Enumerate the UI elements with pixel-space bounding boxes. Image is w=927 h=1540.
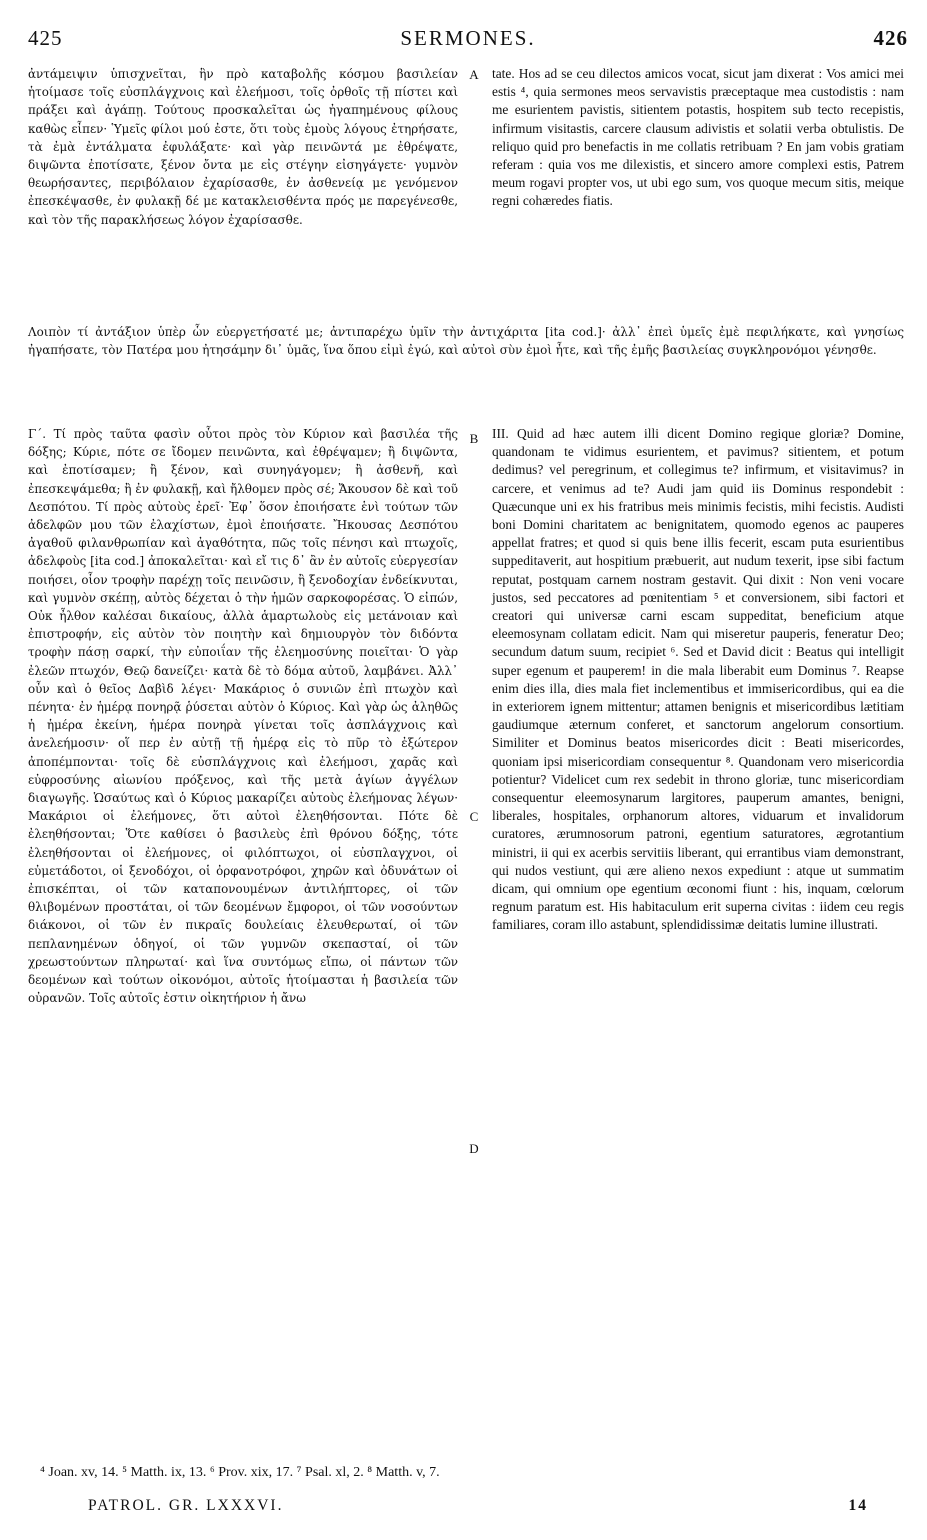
margin-marker-a: A xyxy=(469,67,479,82)
margin-marker-d: D xyxy=(469,1141,479,1156)
page-footer xyxy=(88,1497,868,1519)
latin-text-main: III. Quid ad hæc autem illi dicent Domino regique gloriæ? Domine, quandonam te vidimus esurientem, et pavimus? sitientem, et potum dedimus? vel peregrinum, et collegimus te? infirmum, et visitavimus? in carcere, et venimus ad te? Audi jam quid iis Dominus respondebit : Quæcunque uni ex his fratribus meis minimis fecistis, mihi fecistis. Audisti boni Domini charitatem ac benignitatem, quomodo egenos ac pauperes appellat fratres; et quod si quis bene illis fecerit, escam puta esurientibus suppeditaverit, aut hospitium præbuerit, aut nudum texerit, ipse sibi factum reputat, postquam carnem nostram gestavit. Qui dixit : Non veni vocare justos, sed peccatores ad pœnitentiam ⁵ et conversionem, sibi factori et creatori qui universæ carni escam suppeditat, beneficium atque eleemosynam collatam edicit. Nam qui miseretur pauperis, feneratur Deo; secundum datum suum, recipiet ⁶. Sed et David dicit : Beatus qui intelligit super egenum et pauperem! in die mala liberabit eum Dominus ⁷. Reapse enim dies illa, dies mala fiet inclementibus et immisericordibus, qui ea die in exteriorem ignem mittentur; attamen benignis et misericordibus lætitiam gaudiumque æternum conferet, et sanctorum angelorum consortium. Similiter et Dominus beatos misericordes dicit : Beati misericordes, quoniam ipsi misericordiam consequentur ⁸. Quandonam vero misericordia potientur? Videlicet cum rex sedebit in throno gloriæ, tunc misericordiam consequentur eleemosynarum largitores, pauperum amantes, benigni, liberales, hospitales, orphanorum altores, viduarum et invalidorum curatores, ærumnosorum patroni, egentium saturatores, ægrotantium ministri, ii qui ex acerbis servitiis liberant, qui errantibus viam demonstrant, qui nudos vestiunt, qui ære alieno nexos expediunt : atque ut summatim dicam, qui omnium ope egentium œconomi fiunt : his, inquam, cœlorum regnum paratum est. His habitaculum erit superna civitas : iidem ceu regis familiares, coram illo astabunt, splendidissimæ deitatis lumine illustrati. xyxy=(492,426,904,933)
page-number-right: 426 xyxy=(873,26,908,50)
greek-continuation-text: Λοιπὸν τί ἀντάξιον ὑπὲρ ὧν εὐεργετήσατέ με; ἀντιπαρέχω ὑμῖν τὴν ἀντιχάριτα [ita cod.]· ἀλλ᾽ ἐπεὶ ὑμεῖς ἐμὲ πεφιλήκατε, καὶ γνησίως ἠγαπήσατε, τὸν Πατέρα μου ἠτησάμην δι᾽ ὑμᾶς, ἵνα ὅπου εἰμὶ ἐγώ, καὶ αὐτοὶ σὺν ἐμοὶ ἦτε, καὶ τῆς ἐμῆς βασιλείας συγκληρονόμοι γένησθε. xyxy=(28,325,904,358)
latin-text-top: tate. Hos ad se ceu dilectos amicos vocat, sicut jam dixerat : Vos amici mei estis ⁴, quia sermones meos servavistis præceptaque mea custodistis : nam me esurientem pavistis, sitientem potastis, hospitem sub tecto recepistis, infirmum visitastis, carcere clausum adivistis et solatii verba obtulistis. De reliquo quid pro benefactis in me collatis retribuam ? En jam vobis gratiam referam : quia vos me dilexistis, et sincero amore complexi estis, Patrem meum rogavi propter vos, ut ubi ego sum, vos quoque mecum sitis, meique regni cohæredes fiatis. xyxy=(492,66,904,209)
signature-mark: 14 xyxy=(848,1497,868,1514)
greek-text-top: ἀντάμειψιν ὑπισχνεῖται, ἣν πρὸ καταβολῆς κόσμου βασιλείαν ἡτοίμασε τοῖς εὐσπλάγχνοις καὶ ἐλεήμοσι, τοῖς ὀρθοῖς τῇ πίστει καὶ πράξει καὶ ἀγάπῃ. Τούτους προσκαλεῖται ὡς ἠγαπημένους φίλους καθὼς εἶπεν· Ὑμεῖς φίλοι μού ἐστε, ὅτι τοὺς ἐμοὺς λόγους ἐτηρήσατε, τὰ ἐμὰ ἐντάλματα ἐφυλάξατε· καὶ γὰρ πεινῶντά με ἐθρέψατε, διψῶντα ἐποτίσατε, ξένον ὄντα με εἰς στέγην εἰσηγάγετε· γυμνὸν θεωρήσαντες, περιβόλαιον ἐχαρίσασθε, ἐν ἀσθενείᾳ με γενόμενον ἐπεσκέψασθε, ἐν φυλακῇ δέ με κατακλεισθέντα πρός με παρεγένεσθε, καὶ τὸν τῆς παρακλήσεως λόγον ἐχαρίσασθε. xyxy=(28,67,458,227)
greek-text-main: Γ´. Τί πρὸς ταῦτα φασὶν οὗτοι πρὸς τὸν Κύριον καὶ βασιλέα τῆς δόξης; Κύριε, πότε σε ἴδομεν πεινῶντα, καὶ ἐθρέψαμεν; ἢ διψῶντα, καὶ ἐποτίσαμεν; ἢ ξένον, καὶ συνηγάγομεν; ἢ ἀσθενῆ, καὶ ἐπεσκεψάμεθα; ἢ ἐν φυλακῇ, καὶ ἤλθομεν πρὸς σέ; Ἄκουσον δὲ καὶ τοῦ Δεσπότου. Τί πρὸς αὐτοὺς ἐρεῖ· Ἐφ᾽ ὅσον ἐποιήσατε ἑνὶ τούτων τῶν ἀδελφῶν μου τῶν ἐλαχίστων, ἐμοὶ ἐποιήσατε. Ἤκουσας Δεσπότου ἀγαθοῦ φιλανθρωπίαν καὶ ἀγαθότητα, πῶς τοῖς πένησι καὶ πτωχοῖς, ἀδελφοὺς [ita cod.] ἀποκαλεῖται· καὶ εἴ τις δ᾽ ἂν ἐν αὐτοῖς εὐεργεσίαν ποιήσει, οἷον τροφὴν παρέχῃ τοῖς πεινῶσιν, ἢ ξενοδοχίαν ἐνδείκνυται, καὶ γυμνὸν σκέπῃ, αὐτὸς δέχεται ὁ τὴν ἡμῶν σαρκοφορέσας. Ὁ εἰπών, Οὐκ ἦλθον καλέσαι δικαίους, ἀλλὰ ἁμαρτωλοὺς εἰς μετάνοιαν καὶ ἐπιστροφήν, εἰς αὐτὸν τὸν ποιητὴν καὶ δημιουργὸν τὸν διδόντα τροφὴν πάσῃ σαρκί, τὴν εὐποιΐαν τῆς ἐλεημοσύνης ποιεῖται· Ὁ γὰρ ἐλεῶν πτωχόν, Θεῷ δανείζει· κατὰ δὲ τὸ δόμα αὐτοῦ, λαμβάνει. Ἀλλ᾽ οὖν καὶ ὁ θεῖος Δαβὶδ λέγει· Μακάριος ὁ συνιῶν ἐπὶ πτωχὸν καὶ πένητα· ἐν ἡμέρᾳ πονηρᾷ ῥύσεται αὐτὸν ὁ Κύριος. Καὶ γὰρ ὡς ἀληθῶς ἡ ἡμέρα ἐκείνη, ἡμέρα πονηρὰ γίνεται τοῖς ἀσπλάγχνοις καὶ ἀνελεήμοσιν· οἵ περ ἐν αὐτῇ τῇ ἡμέρᾳ εἰς τὸ πῦρ τὸ ἐξώτερον ἀποπέμπονται· τοῖς δὲ εὐσπλάγχνοις καὶ ἐλεήμοσι, χαρᾶς καὶ εὐφροσύνης αἰωνίου πρόξενος, καὶ τῆς μετὰ ἁγίων ἀγγέλων διαγωγῆς. Ὡσαύτως καὶ ὁ Κύριος μακαρίζει αὐτοὺς ἐλεήμονας λέγων· Μακάριοι οἱ ἐλεήμονες, ὅτι αὐτοὶ ἐλεηθήσονται. Πότε δὲ ἐλεηθήσονται; Ὅτε καθίσει ὁ βασιλεὺς ἐπὶ θρόνου δόξης, τότε ἐλεηθήσονται οἱ ἐλεήμονες, οἱ φιλόπτωχοι, οἱ εὐσπλαγχνοι, οἱ εὐμετάδοτοι, οἱ ξενοδόχοι, οἱ ὀρφανοτρόφοι, χηρῶν καὶ ὀδυνάτων οἱ ἐπισκέπται, οἱ τῶν καταπονουμένων ἀντιλήπτορες, οἱ τῶν θλιβομένων προστάται, οἱ τῶν δεομένων ἔμφοροι, οἱ τῶν νοσούντων διάκονοι, οἱ τῶν ἐν πικραῖς δουλείαις ἐλευθερωταί, οἱ τῶν πεπλανημένων ὁδηγοί, οἱ τῶν γυμνῶν σκεπασταί, οἱ τῶν χρεωστούντων πληρωταί· καὶ ἵνα συντόμως εἴπω, οἱ πάντων τῶν δεομένων καὶ τούτων οἰκονόμοι, αὐτοῖς ἡτοίμασται ἡ βασιλεία τῶν οὐρανῶν. Τοῖς αὐτοῖς ἐστιν οἰκητήριον ἡ ἄνω xyxy=(28,427,458,1006)
footnotes: ⁴ Joan. xv, 14. ⁵ Matth. ix, 13. ⁶ Prov. xix, 17. ⁷ Psal. xl, 2. ⁸ Matth. v, 7. xyxy=(40,1465,440,1480)
margin-marker-b: B xyxy=(469,431,479,446)
margin-marker-c: C xyxy=(469,809,479,824)
greek-column-top xyxy=(28,65,458,229)
page-header xyxy=(28,26,908,56)
series-label: PATROL. GR. LXXXVI. xyxy=(88,1497,284,1514)
greek-continuation-block xyxy=(28,323,904,359)
latin-column-main xyxy=(492,425,904,935)
latin-column-top xyxy=(492,65,904,211)
greek-column-main xyxy=(28,425,458,1008)
page-number-left: 425 xyxy=(28,26,63,50)
running-title: SERMONES. xyxy=(400,26,536,50)
